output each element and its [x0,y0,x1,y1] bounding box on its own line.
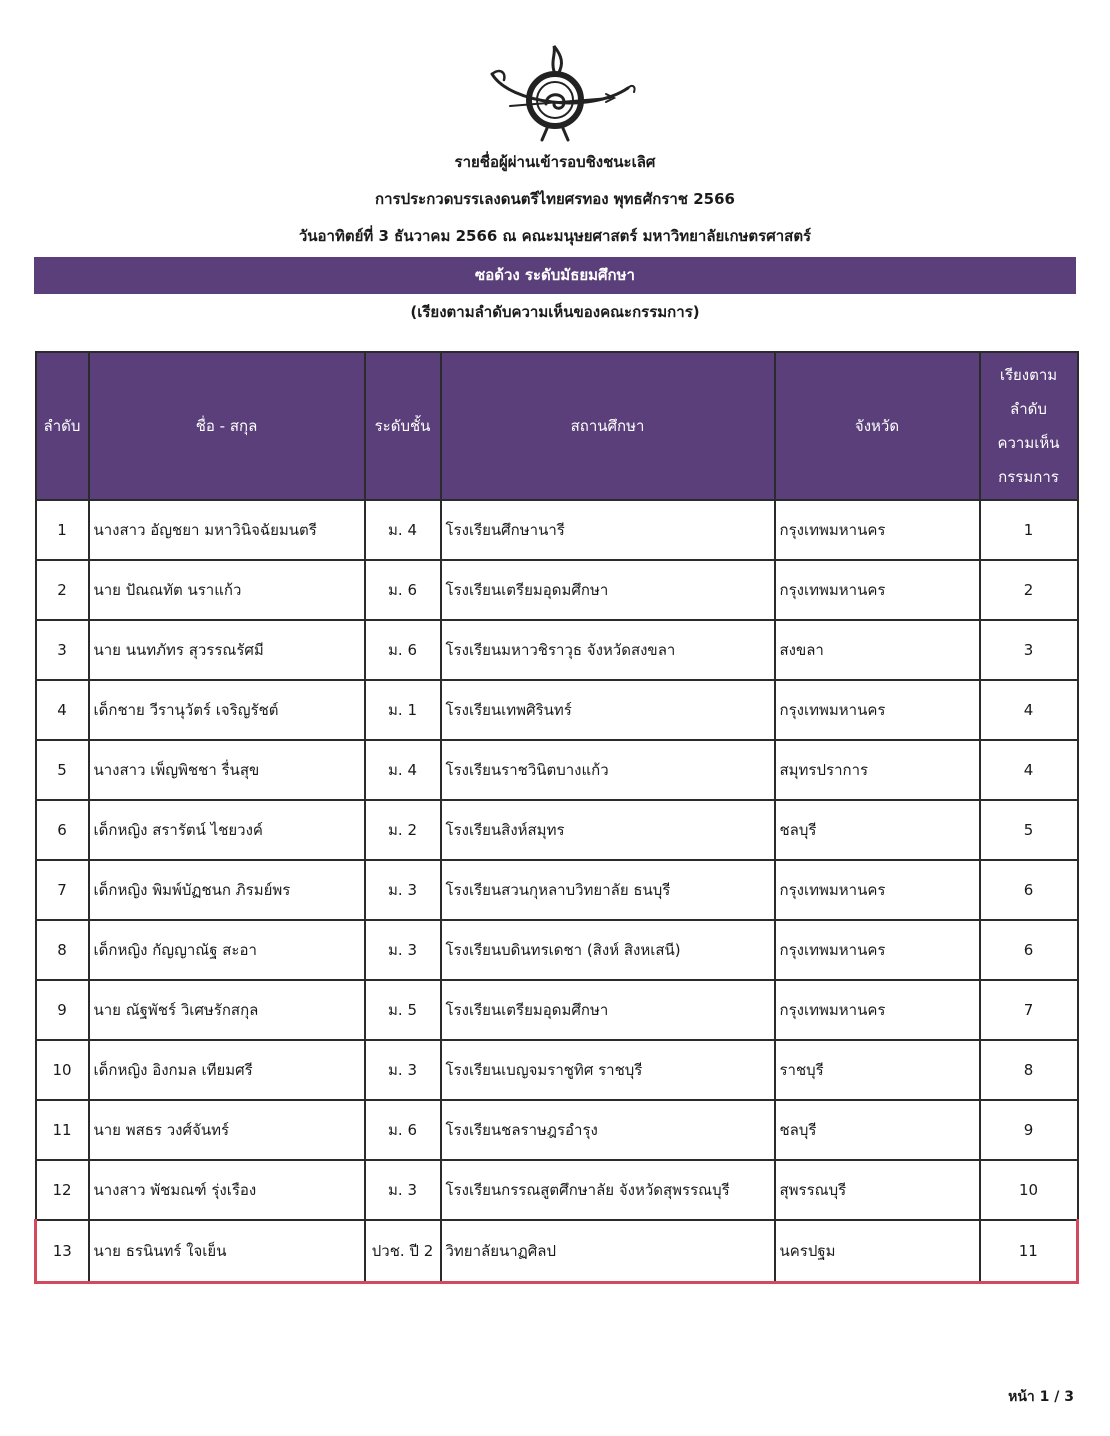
row-level: ม. 3 [365,860,441,920]
table-header-row [36,352,1078,500]
table-row [36,560,1078,620]
row-level: ม. 1 [365,680,441,740]
table-row [36,500,1078,560]
row-province: กรุงเทพมหานคร [775,980,980,1040]
row-rank: 10 [980,1160,1078,1220]
row-name: เด็กหญิง กัญญาณัฐ สะอา [89,920,365,980]
table-row [36,680,1078,740]
row-rank: 1 [980,500,1078,560]
row-rank: 7 [980,980,1078,1040]
row-level: ม. 3 [365,920,441,980]
row-name: นาย ปัณณทัต นราแก้ว [89,560,365,620]
event-date-venue: วันอาทิตย์ที่ 3 ธันวาคม 2566 ณ คณะมนุษยศาสตร์ มหาวิทยาลัยเกษตรศาสตร์ [298,227,812,245]
row-level: ม. 3 [365,1040,441,1100]
order-note: (เรียงตามลำดับความเห็นของคณะกรรมการ) [410,303,700,321]
row-rank: 9 [980,1100,1078,1160]
table-row [36,860,1078,920]
row-province: สุพรรณบุรี [775,1160,980,1220]
contest-name: การประกวดบรรเลงดนตรีไทยศรทอง พุทธศักราช 2566 [375,190,735,208]
row-number: 11 [36,1100,89,1160]
row-number: 2 [36,560,89,620]
row-level: ม. 6 [365,620,441,680]
row-rank: 6 [980,920,1078,980]
row-name: นางสาว เพ็ญพิชชา รื่นสุข [89,740,365,800]
row-province: กรุงเทพมหานคร [775,860,980,920]
row-province: ชลบุรี [775,800,980,860]
col-header-name: ชื่อ - สกุล [89,352,365,500]
row-number: 1 [36,500,89,560]
row-name: นาย นนทภัทร สุวรรณรัศมี [89,620,365,680]
row-province: ราชบุรี [775,1040,980,1100]
row-level: ม. 6 [365,1100,441,1160]
row-rank: 4 [980,680,1078,740]
row-rank: 11 [980,1220,1078,1283]
row-rank: 4 [980,740,1078,800]
table-row [36,620,1078,680]
row-number: 5 [36,740,89,800]
row-school: โรงเรียนกรรณสูตศึกษาลัย จังหวัดสุพรรณบุรี [441,1160,775,1220]
row-number: 12 [36,1160,89,1220]
row-name: นาย ธรนินทร์ ใจเย็น [89,1220,365,1283]
row-rank: 5 [980,800,1078,860]
page-number: หน้า 1 / 3 [1008,1389,1074,1405]
row-school: โรงเรียนเทพศิรินทร์ [441,680,775,740]
row-province: กรุงเทพมหานคร [775,560,980,620]
row-province: กรุงเทพมหานคร [775,500,980,560]
row-name: เด็กหญิง สรารัตน์ ไชยวงค์ [89,800,365,860]
row-school: โรงเรียนสิงห์สมุทร [441,800,775,860]
table-body [36,500,1078,1283]
row-rank: 2 [980,560,1078,620]
row-level: ม. 6 [365,560,441,620]
table-row [36,1100,1078,1160]
results-table [34,351,1079,1284]
row-name: เด็กชาย วีรานุวัตร์ เจริญรัชต์ [89,680,365,740]
row-school: โรงเรียนราชวินิตบางแก้ว [441,740,775,800]
table-row [36,920,1078,980]
table-row [36,1040,1078,1100]
row-number: 13 [36,1220,89,1283]
row-name: นาย ณัฐพัชร์ วิเศษรักสกุล [89,980,365,1040]
table-row [36,740,1078,800]
row-school: โรงเรียนศึกษานารี [441,500,775,560]
row-number: 6 [36,800,89,860]
col-header-rank: เรียงตาม ลำดับ ความเห็น กรรมการ [980,352,1078,500]
row-number: 10 [36,1040,89,1100]
col-header-province: จังหวัด [775,352,980,500]
category-band: ซอด้วง ระดับมัธยมศึกษา [34,257,1076,294]
row-school: โรงเรียนสวนกุหลาบวิทยาลัย ธนบุรี [441,860,775,920]
row-province: กรุงเทพมหานคร [775,920,980,980]
row-number: 8 [36,920,89,980]
row-name: นาย พสธร วงศ์จันทร์ [89,1100,365,1160]
row-name: นางสาว อัญชยา มหาวินิจฉัยมนตรี [89,500,365,560]
row-province: สมุทรปราการ [775,740,980,800]
col-header-school: สถานศึกษา [441,352,775,500]
row-rank: 6 [980,860,1078,920]
row-number: 4 [36,680,89,740]
row-level: ม. 5 [365,980,441,1040]
row-province: สงขลา [775,620,980,680]
table-row [36,980,1078,1040]
row-level: ม. 4 [365,740,441,800]
row-number: 3 [36,620,89,680]
table-row [36,1160,1078,1220]
row-number: 9 [36,980,89,1040]
col-header-no: ลำดับ [36,352,89,500]
emblem-logo [470,44,640,144]
row-province: นครปฐม [775,1220,980,1283]
row-name: นางสาว พัชมณฑ์ รุ่งเรือง [89,1160,365,1220]
table-row [36,1220,1078,1283]
row-school: โรงเรียนเตรียมอุดมศึกษา [441,980,775,1040]
row-name: เด็กหญิง พิมพ์บัฏชนก ภิรมย์พร [89,860,365,920]
row-rank: 8 [980,1040,1078,1100]
document-title: รายชื่อผู้ผ่านเข้ารอบชิงชนะเลิศ [454,153,656,171]
row-level: ม. 4 [365,500,441,560]
row-school: วิทยาลัยนาฏศิลป [441,1220,775,1283]
row-level: ปวช. ปี 2 [365,1220,441,1283]
row-level: ม. 2 [365,800,441,860]
row-province: ชลบุรี [775,1100,980,1160]
row-school: โรงเรียนมหาวชิราวุธ จังหวัดสงขลา [441,620,775,680]
row-rank: 3 [980,620,1078,680]
row-school: โรงเรียนเบญจมราชูทิศ ราชบุรี [441,1040,775,1100]
row-level: ม. 3 [365,1160,441,1220]
row-number: 7 [36,860,89,920]
row-school: โรงเรียนเตรียมอุดมศึกษา [441,560,775,620]
row-province: กรุงเทพมหานคร [775,680,980,740]
row-school: โรงเรียนบดินทรเดชา (สิงห์ สิงหเสนี) [441,920,775,980]
table-row [36,800,1078,860]
row-school: โรงเรียนชลราษฎรอำรุง [441,1100,775,1160]
col-header-level: ระดับชั้น [365,352,441,500]
row-name: เด็กหญิง อิงกมล เทียมศรี [89,1040,365,1100]
